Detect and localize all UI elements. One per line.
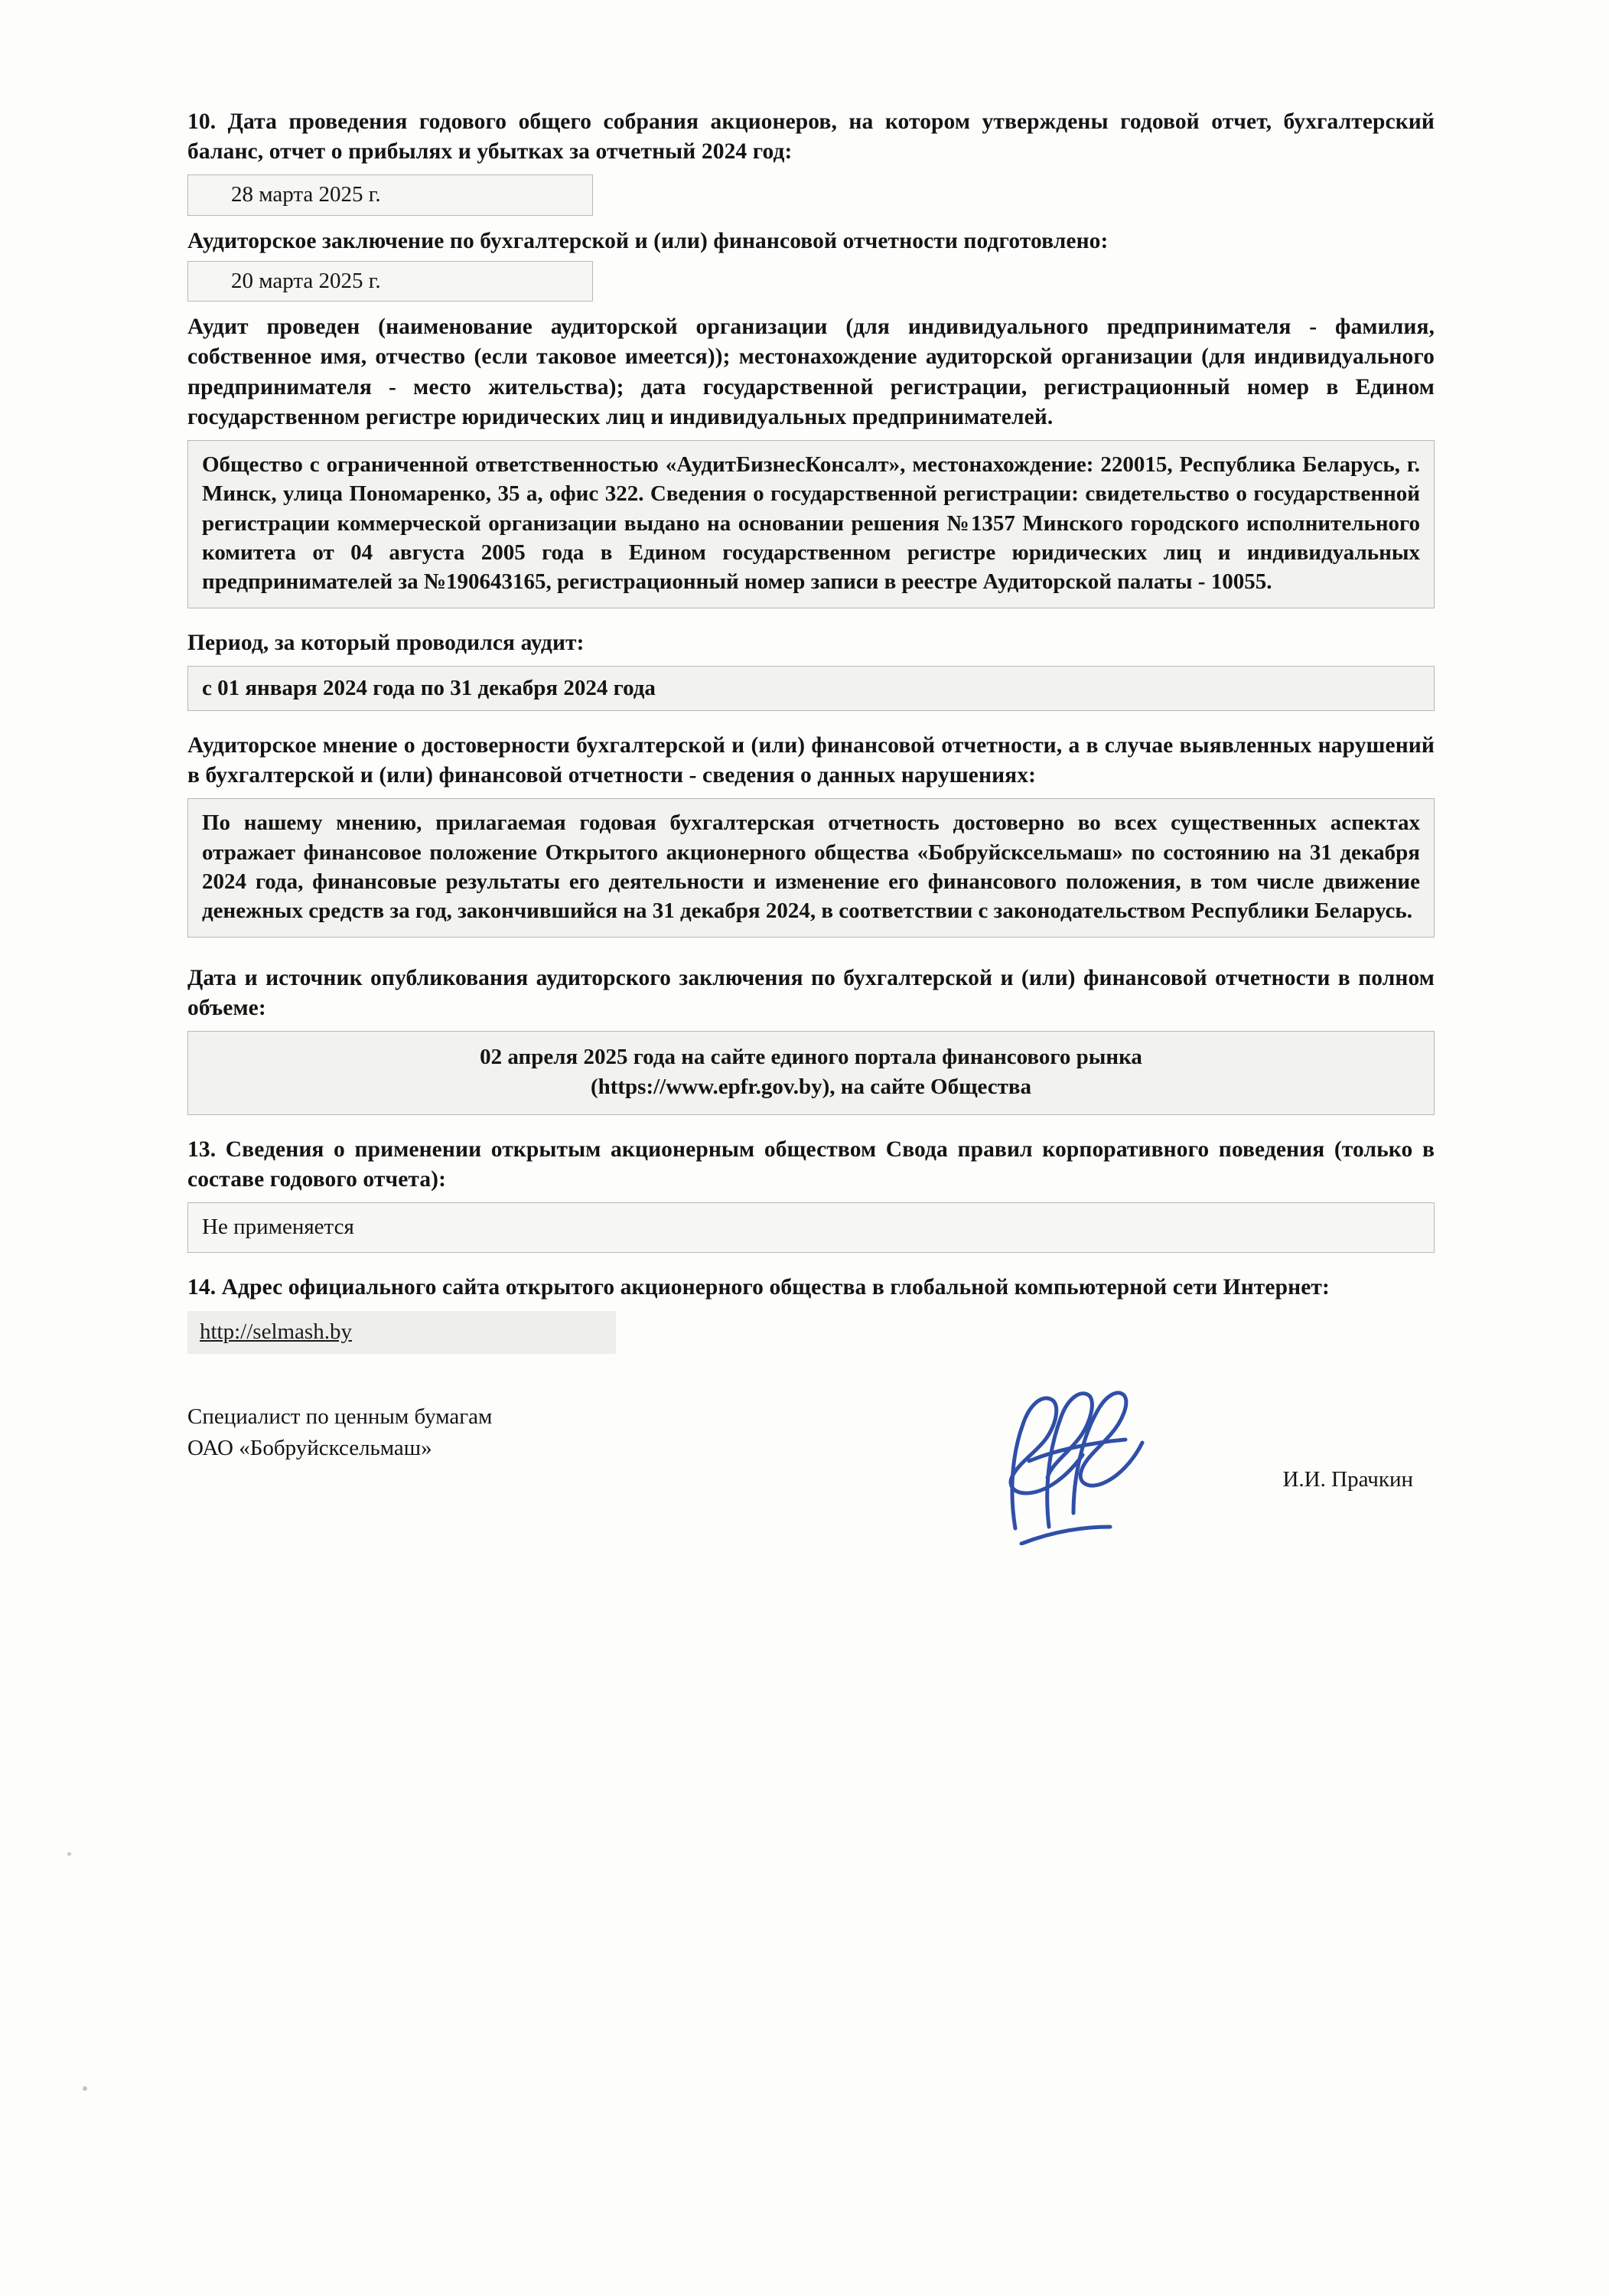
handwritten-signature-icon <box>975 1369 1174 1545</box>
paper-speck <box>83 2086 87 2091</box>
signatory-role-line-2: ОАО «Бобруйсксельмаш» <box>187 1436 432 1461</box>
paper-speck <box>67 1852 71 1856</box>
audit-conclusion-date-field: 20 марта 2025 г. <box>187 261 593 302</box>
item14-website-field <box>187 1311 616 1354</box>
publication-line-2: (https://www.epfr.gov.by), на сайте Общества <box>590 1074 1032 1099</box>
item13-paragraph: 13. Сведения о применении открытым акционерным обществом Свода правил корпоративного поведения (только в составе годового отчета): <box>187 1137 1435 1192</box>
audit-organization-field: Общество с ограниченной ответственностью «АудитБизнесКонсалт», местонахождение: 220015, Республика Беларусь, г. Минск, улица Пономаренко, 35 а, офис 322. Сведения о государственной регистрации: свидетельство о государственной регистрации коммерческой организации выдано на основании решения №1357 Минского городского исполнительного комитета от 04 августа 2005 года в Едином государственном регистре юридических лиц и индивидуальных предпринимателей за №190643165, регистрационный номер записи в реестре Аудиторской палаты - 10055. <box>187 440 1435 608</box>
publication-field <box>187 1031 1435 1115</box>
document-content <box>187 107 1435 1554</box>
audit-period-paragraph: Период, за который проводился аудит: <box>187 630 585 655</box>
audit-period-field: с 01 января 2024 года по 31 декабря 2024 года <box>187 666 1435 711</box>
audit-performed-paragraph: Аудит проведен (наименование аудиторской организации (для индивидуального предпринимателя - фамилия, собственное имя, отчество (если таковое имеется)); местонахождение аудиторской организации (для индивидуального предпринимателя - место жительства); дата государственной регистрации, регистрационный номер в Едином государственном регистре юридических лиц и индивидуальных предпринимателей. <box>187 315 1435 429</box>
signatory-name: И.И. Прачкин <box>1282 1466 1413 1492</box>
item13-field: Не применяется <box>187 1202 1435 1253</box>
audit-conclusion-paragraph: Аудиторское заключение по бухгалтерской и (или) финансовой отчетности подготовлено: <box>187 228 1109 253</box>
audit-opinion-paragraph: Аудиторское мнение о достоверности бухгалтерской и (или) финансовой отчетности, а в случае выявленных нарушений в бухгалтерской и (или) финансовой отчетности - сведения о данных нарушениях: <box>187 733 1435 788</box>
publication-line-1: 02 апреля 2025 года на сайте единого портала финансового рынка <box>480 1045 1142 1069</box>
audit-opinion-field: По нашему мнению, прилагаемая годовая бухгалтерская отчетность достоверно во всех существенных аспектах отражает финансовое положение Открытого акционерного общества «Бобруйсксельмаш» по состоянию на 31 декабря 2024 года, финансовые результаты его деятельности и изменение его финансового положения, в том числе движение денежных средств за год, закончившийся на 31 декабря 2024, в соответствии с законодательством Республики Беларусь. <box>187 798 1435 937</box>
item14-paragraph: 14. Адрес официального сайта открытого акционерного общества в глобальной компьютерной сети Интернет: <box>187 1275 1330 1300</box>
signature-block <box>187 1401 1435 1554</box>
item10-paragraph: 10. Дата проведения годового общего собрания акционеров, на котором утверждены годовой отчет, бухгалтерский баланс, отчет о прибылях и убытках за отчетный 2024 год: <box>187 109 1435 165</box>
publication-paragraph: Дата и источник опубликования аудиторского заключения по бухгалтерской и (или) финансовой отчетности в полном объеме: <box>187 965 1435 1020</box>
signatory-role <box>187 1401 492 1464</box>
website-link[interactable]: http://selmash.by <box>200 1319 352 1344</box>
signatory-role-line-1: Специалист по ценным бумагам <box>187 1404 493 1429</box>
item10-date-field: 28 марта 2025 г. <box>187 174 593 215</box>
